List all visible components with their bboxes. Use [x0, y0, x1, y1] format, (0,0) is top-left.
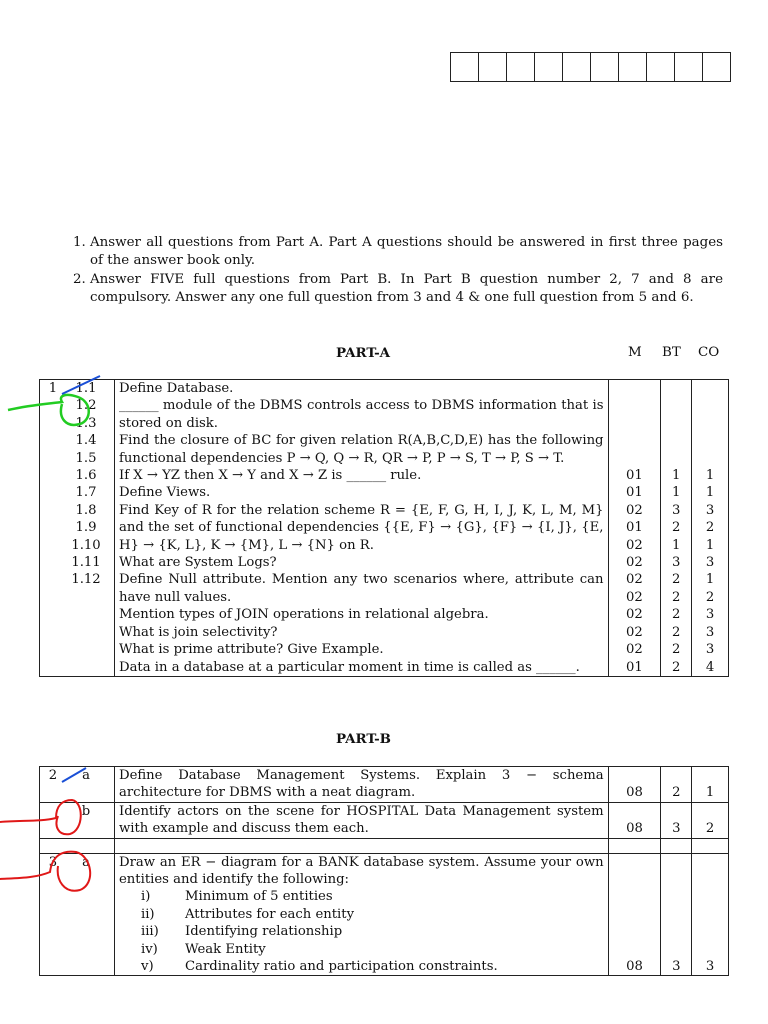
part-a-m-value: 01 [626, 485, 643, 501]
part-a-co-value: 3 [705, 607, 715, 623]
part-a-bt-value: 2 [672, 659, 681, 675]
col-m-header: M [628, 345, 642, 360]
sub-item: ii) Attributes for each entity [141, 906, 355, 922]
part-a-co-value: 1 [705, 468, 715, 484]
part-a-bt [661, 380, 692, 677]
part-a-qnum: 1.7 [75, 485, 97, 501]
part-a-co [692, 380, 729, 677]
part-a-qnum: 1.4 [75, 433, 97, 449]
part-a-question-text: Define Null attribute. Mention any two scenarios where, attribute can have null values. [119, 572, 604, 605]
part-a-question-text: Data in a database at a particular moment in time is called as ______. [119, 659, 580, 675]
part-a-m-value: 02 [626, 555, 643, 571]
part-b-row-3a: 3 a Draw an ER − diagram for a BANK database system. Assume your own entities and identify the following: i) Minimum of 5 entities ii) Attributes for each entity iii) Identifying relationship iv) Weak Entity v) Cardinality ratio and participation constraints. 08 3 3 [40, 853, 729, 976]
part-a-co-value: 3 [705, 502, 715, 518]
part-a-co-value: 2 [705, 520, 715, 536]
part-a-question-text: What is prime attribute? Give Example. [119, 642, 384, 658]
sub-item: i) Minimum of 5 entities [141, 889, 333, 905]
part-a-bt-value: 3 [672, 502, 681, 518]
part-a-co-value: 3 [705, 642, 715, 658]
sub-item: v) Cardinality ratio and participation constraints. [141, 959, 498, 975]
part-a-qnum: 1.12 [71, 572, 101, 588]
part-a-bt-value: 2 [672, 589, 681, 605]
part-a-co-value: 2 [705, 589, 715, 605]
part-b-row-2b: b Identify actors on the scene for HOSPITAL Data Management system with example and discuss them each. 08 3 2 [40, 802, 729, 838]
part-a-m-value: 02 [626, 607, 643, 623]
usn-boxes [450, 52, 731, 82]
part-a-bt-value: 1 [672, 485, 681, 501]
part-a-co-value: 1 [705, 485, 715, 501]
part-a-m-value: 01 [626, 468, 643, 484]
part-a-question-text: What is join selectivity? [119, 624, 278, 640]
part-a-m-value: 02 [626, 624, 643, 640]
part-a-question-text: What are System Logs? [119, 555, 277, 571]
part-a-co-value: 4 [705, 659, 715, 675]
col-bt-header: BT [662, 345, 681, 360]
part-a-qnum: 1.8 [75, 502, 97, 518]
part-a-m-value: 02 [626, 572, 643, 588]
part-a-question-text: If X → YZ then X → Y and X → Z is ______ rule. [119, 468, 422, 484]
part-a-bt-value: 3 [672, 555, 681, 571]
part-a-qnum: 1 1.1 [48, 381, 97, 396]
part-a-m-value: 02 [626, 642, 643, 658]
part-a-qnum: 1.2 [75, 398, 97, 414]
part-a-m-value: 01 [626, 520, 643, 536]
part-a-question-text: Define Views. [119, 485, 211, 501]
part-a-m-value: 02 [626, 502, 643, 518]
instructions [66, 234, 723, 307]
part-a-qnum: 1.11 [71, 555, 101, 571]
part-a-questions [115, 380, 609, 677]
part-a-bt-value: 2 [672, 520, 681, 536]
part-b-table [39, 766, 729, 976]
part-a-question-text: Find the closure of BC for given relation R(A,B,C,D,E) has the following functional dependencies P → Q, Q → R, QR → P, P → S, T → P, S → T. [119, 433, 604, 466]
part-a-title: PART-A [336, 345, 391, 361]
part-a-qnum: 1.9 [75, 520, 97, 536]
part-a-bt-value: 1 [672, 468, 681, 484]
instruction-1: 1. Answer all questions from Part A. Part A questions should be answered in first three pages of the answer book only. [90, 234, 723, 271]
part-a-bt-value: 2 [672, 624, 681, 640]
part-a-numbers [40, 380, 115, 677]
part-a-bt-value: 2 [672, 572, 681, 588]
part-a-qnum: 1.6 [75, 468, 97, 484]
part-a-bt-value: 2 [672, 642, 681, 658]
instruction-2: 2. Answer FIVE full questions from Part B. In Part B question number 2, 7 and 8 are compulsory. Answer any one full question from 3 and 4 & one full question from 5 and 6. [90, 271, 723, 308]
part-a-bt-value: 1 [672, 537, 681, 553]
part-a-question-text: ______ module of the DBMS controls access to DBMS information that is stored on disk. [119, 398, 604, 431]
part-a-marks [608, 380, 661, 677]
part-b-spacer [40, 838, 729, 853]
sub-item: iii) Identifying relationship [141, 924, 343, 940]
part-a-co-value: 1 [705, 572, 715, 588]
part-a-question-text: Mention types of JOIN operations in relational algebra. [119, 607, 489, 623]
part-b-title: PART-B [336, 731, 391, 747]
part-a-question-text: Find Key of R for the relation scheme R = {E, F, G, H, I, J, K, L, M, M} and the set of functional dependencies {{E, F} → {G}, {F} → {I, J}, {E, H} → {K, L}, K → {M}, L → {N} on R. [119, 502, 604, 553]
part-a-m-value: 02 [626, 537, 643, 553]
part-a-m-value: 01 [626, 659, 643, 675]
part-a-qnum: 1.5 [75, 450, 97, 466]
part-b-row-2a: 2 a Define Database Management Systems. Explain 3 − schema architecture for DBMS with a neat diagram. 08 2 1 [40, 767, 729, 803]
part-a-table [39, 379, 729, 677]
part-a-qnum: 1.3 [75, 415, 97, 431]
part-a-co-value: 3 [705, 624, 715, 640]
part-a-bt-value: 2 [672, 607, 681, 623]
col-co-header: CO [698, 345, 720, 360]
sub-item: iv) Weak Entity [141, 941, 266, 957]
part-a-co-value: 1 [705, 537, 715, 553]
part-a-m-value: 02 [626, 589, 643, 605]
part-a-co-value: 3 [705, 555, 715, 571]
part-a-qnum: 1.10 [71, 537, 101, 553]
part-a-question-text: Define Database. [119, 381, 234, 396]
